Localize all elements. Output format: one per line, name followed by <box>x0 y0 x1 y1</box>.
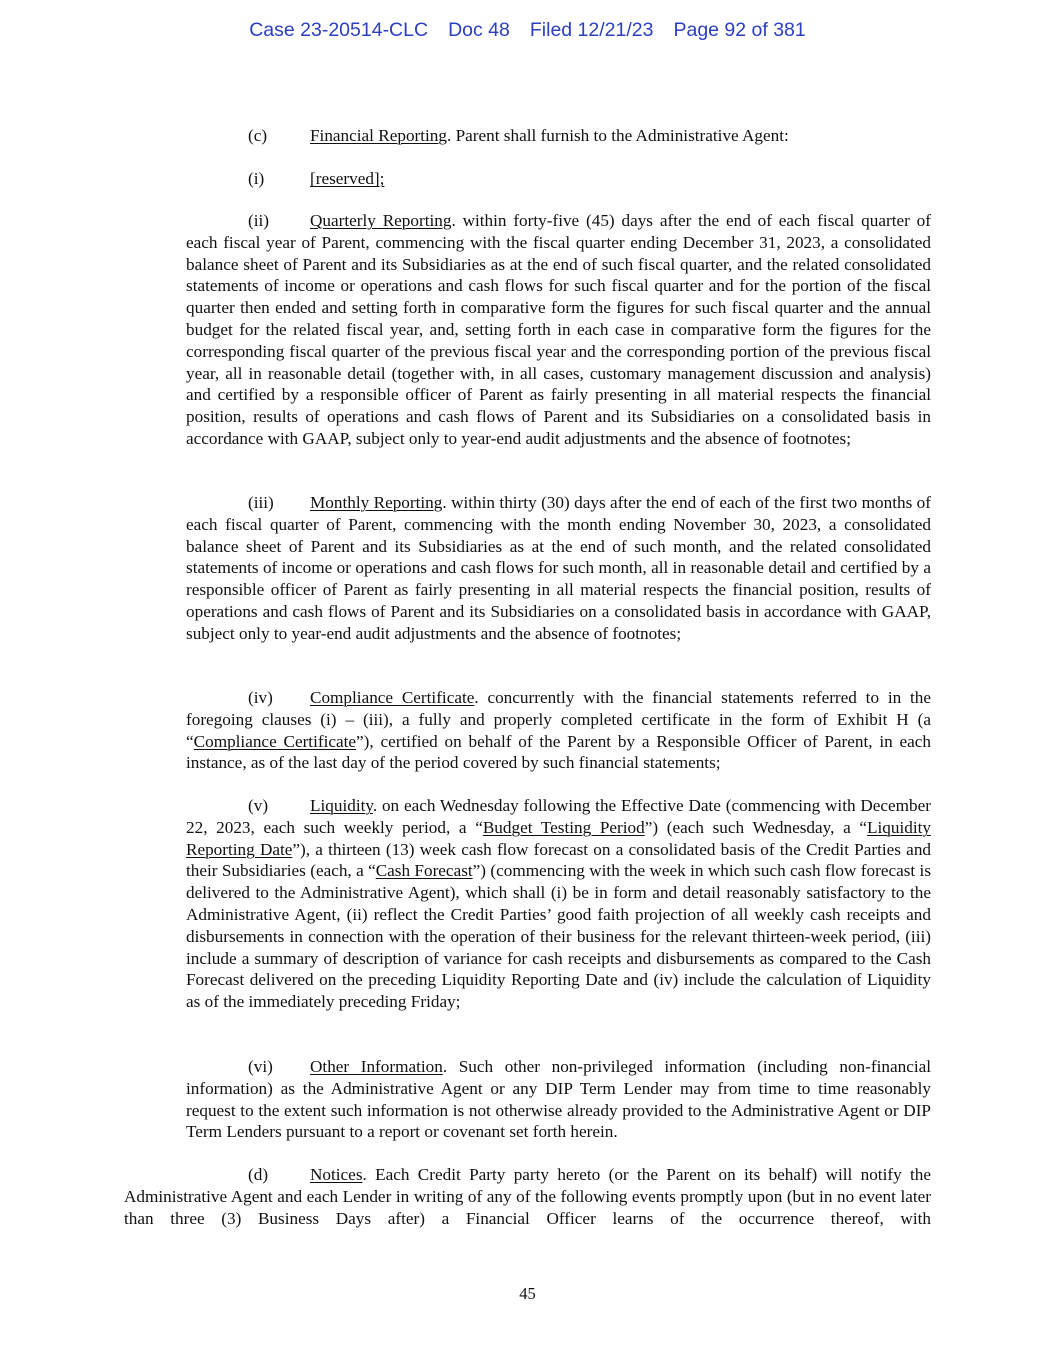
clause-iii-text: . within thirty (30) days after the end of each of the first two months of each fiscal quarter of Parent, commencing with the month ending November 30, 2023, a consolidated balance sheet of Parent and its Subsidiaries as at the end of such month, and the related consolidated statements of income or operations and cash flows for such month, all in reasonable detail and certified by a responsible officer of Parent as fairly presenting in all material respects the financial position, results of operations and cash flows of Parent and its Subsidiaries on a consolidated basis in accordance with GAAP, subject only to year-end audit adjustments and the absence of footnotes; <box>186 493 932 643</box>
clause-i-heading: [reserved]; <box>310 169 385 188</box>
clause-v-label: (v) <box>248 796 269 815</box>
clause-vi-text: . Such other non-privileged information (including non-financial information) as the Administrative Agent or any DIP Term Lender may from time to time reasonably request to the extent such information is not otherwise already provided to the Administrative Agent or DIP Term Lenders pursuant to a report or covenant set forth herein. <box>186 1057 931 1142</box>
defined-term-compliance-certificate: Compliance Certificate <box>193 731 357 751</box>
clause-iii <box>186 492 931 645</box>
clause-iv <box>186 687 931 774</box>
section-c-heading: Financial Reporting <box>310 126 447 145</box>
clause-v <box>186 795 931 1013</box>
clause-iv-text-1: . concurrently with the financial statements referred to in the foregoing clauses (i) – (iii), a fully and properly completed certificate in the form of Exhibit H (a “ <box>186 688 931 751</box>
section-d-heading: Notices <box>310 1165 363 1184</box>
page-of-total: Page 92 of 381 <box>673 19 806 41</box>
section-c-label: (c) <box>248 126 268 145</box>
page-number: 45 <box>519 1284 536 1303</box>
clause-i <box>248 168 384 190</box>
clause-iv-label: (iv) <box>248 688 273 707</box>
case-header <box>0 19 1055 42</box>
clause-ii <box>186 210 931 450</box>
filed-date: Filed 12/21/23 <box>529 19 654 41</box>
clause-v-text-1: . on each Wednesday following the Effective Date (commencing with December 22, 2023, each such weekly period, a “ <box>186 796 931 837</box>
clause-iii-heading: Monthly Reporting <box>310 493 443 512</box>
clause-vi-label: (vi) <box>248 1057 273 1076</box>
clause-vi-heading: Other Information <box>310 1057 443 1076</box>
section-d-label: (d) <box>248 1165 269 1184</box>
clause-v-heading: Liquidity <box>310 796 373 815</box>
defined-term-budget-testing-period: Budget Testing Period <box>482 817 645 837</box>
defined-term-liquidity-reporting-date: Liquidity Reporting Date <box>186 817 931 859</box>
section-d <box>124 1164 931 1229</box>
clause-ii-heading: Quarterly Reporting <box>310 211 452 230</box>
clause-i-label: (i) <box>248 169 265 188</box>
clause-iv-heading: Compliance Certificate <box>310 688 475 707</box>
clause-vi <box>186 1056 931 1143</box>
clause-iv-text-2: ”), certified on behalf of the Parent by a Responsible Officer of Parent, in each instance, as of the last day of the period covered by such financial statements; <box>186 731 932 773</box>
section-d-text: . Each Credit Party party hereto (or the Parent on its behalf) will notify the Administrative Agent and each Lender in writing of any of the following events promptly upon (but in no event later than three (3) Business Days after) a Financial Officer learns of the occurrence thereof, with <box>124 1165 931 1228</box>
clause-ii-label: (ii) <box>248 211 269 230</box>
section-c-text: . Parent shall furnish to the Administrative Agent: <box>447 126 789 145</box>
clause-v-text-3: ”), a thirteen (13) week cash flow forecast on a consolidated basis of the Credit Parties and their Subsidiaries (each, a “ <box>186 839 932 881</box>
clause-v-text-4: ”) (commencing with the week in which such cash flow forecast is delivered to the Administrative Agent), which shall (i) be in form and detail reasonably satisfactory to the Administrative Agent, (ii) reflect the Credit Parties’ good faith projection of all weekly cash receipts and disbursements in connection with the operation of their business for the relevant thirteen-week period, (iii) include a summary of description of variance for cash receipts and disbursements as compared to the Cash Forecast delivered on the preceding Liquidity Reporting Date and (iv) include the calculation of Liquidity as of the immediately preceding Friday; <box>186 861 932 1012</box>
clause-iii-label: (iii) <box>248 493 274 512</box>
doc-number: Doc 48 <box>448 19 510 41</box>
clause-ii-text: . within forty-five (45) days after the end of each fiscal quarter of each fiscal year of Parent, commencing with the fiscal quarter ending December 31, 2023, a consolidated balance sheet of Parent and its Subsidiaries as at the end of such fiscal quarter, and the related consolidated statements of income or operations and cash flows for such fiscal quarter and for the portion of the fiscal quarter then ended and setting forth in comparative form the figures for such fiscal quarter and the annual budget for the related fiscal year, and, setting forth in each case in comparative form the figures for the corresponding fiscal quarter of the previous fiscal year and the corresponding portion of the previous fiscal year, all in reasonable detail (together with, in all cases, customary management discussion and analysis) and certified by a responsible officer of Parent as fairly presenting in all material respects the financial position, results of operations and cash flows of Parent and its Subsidiaries on a consolidated basis in accordance with GAAP, subject only to year-end audit adjustments and the absence of footnotes; <box>186 211 931 448</box>
clause-v-text-2: ”) (each such Wednesday, a “ <box>644 817 868 837</box>
defined-term-cash-forecast: Cash Forecast <box>375 861 473 881</box>
section-c <box>248 125 789 147</box>
case-number: Case 23-20514-CLC <box>249 19 429 41</box>
